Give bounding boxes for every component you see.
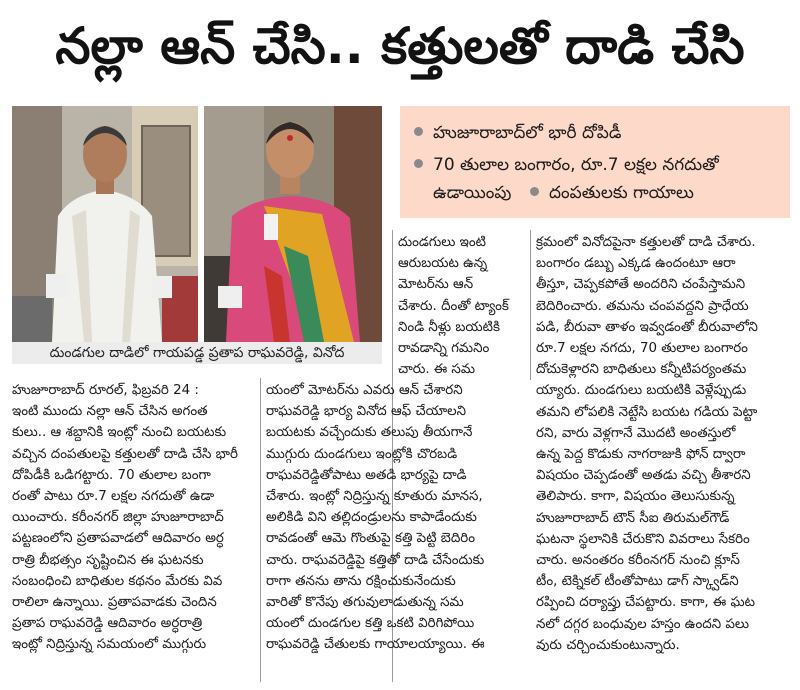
text-line: క్రమంలో వినోదపైనా కత్తులతో దాడి చేశారు. [536, 235, 756, 250]
text-line: తమని లోపలికి నెట్టేసి బయట గడియ పెట్టా [536, 404, 758, 420]
highlight-item-3 [530, 180, 694, 206]
text-line: కులు.. ఆ శబ్దానికి ఇంట్లో నుంచి బయటకు [12, 425, 227, 441]
text-line: చారు. రాఘవరెడ్డిపై కత్తితో దాడి చేసేందుకు [266, 552, 485, 568]
text-line: తీస్తూ, చెప్పకపోతే అందరిని చంపేస్తామని [536, 277, 746, 293]
photo-caption: దుండగుల దాడిలో గాయపడ్డ ప్రతాప రాఘవరెడ్డి, వినోద [12, 342, 382, 364]
text-line: రావడంతో ఆమె గొంతుపై కత్తి పెట్టి బెదిరిం [266, 531, 476, 547]
text-line: ప్రతాప రాఘవరెడ్డి ఆదివారం అర్ధరాత్రి [12, 616, 203, 632]
text-line: రూ.7 లక్షల నగదు, 70 తులాల బంగారం [536, 341, 748, 357]
text-line: ఉన్న పెద్ద కొడుకు నాగరాజుకి ఫోన్ ద్వారా [536, 447, 746, 463]
text-line: ముగ్గురు దుండగులు ఇంట్లోకి చొరబడి [266, 446, 458, 462]
text-line: దోచుకెళ్లారని బాధితులు కన్నీటిపర్యంతమ [536, 362, 747, 378]
text-line: మోటర్‌ను ఆన్ [398, 277, 474, 293]
text-line: యంలో దుండగుల కత్తి ఒకటి విరిగిపోయి [266, 616, 475, 632]
photo-woman-graphic [204, 106, 382, 342]
article-column-narrow [398, 232, 524, 380]
column-rule [260, 378, 261, 682]
text-line: పట్టణంలోని ప్రతాపవాడలో ఆదివారం అర్ధ [12, 531, 224, 547]
text-line: టీం, టెక్నికల్ టీంతోపాటు డాగ్ స్క్వాడ్‌ని [536, 574, 739, 590]
bullet-icon [414, 159, 423, 168]
text-line: బయటకు వచ్చేందుకు తలుపు తీయగానే [266, 425, 473, 441]
text-line: రావడాన్ని గమనిం [398, 341, 490, 357]
highlight-text-3: దంపతులకు గాయాలు [549, 183, 694, 203]
highlight-text-2: 70 తులాల బంగారం, రూ.7 లక్షల నగదుతో [433, 155, 719, 175]
text-line: విషయం చెప్పడంతో అతడు వచ్చి తీశారని [536, 468, 751, 484]
text-line: యంలో మోటర్‌ను ఎవరు ఆన్ చేశారని [266, 383, 463, 398]
article-column-center [266, 380, 485, 656]
text-line: చేశారు. ఇంట్లో నిద్రిస్తున్న కూతురు మానస, [266, 489, 483, 505]
text-line: చేశారు. దీంతో ట్యాంక్ [398, 298, 509, 314]
text-line: దోపిడీకి ఒడిగట్టారు. 70 తులాల బంగా [12, 467, 211, 483]
text-line: నిండి నీళ్లు బయటికి [398, 319, 500, 335]
text-line: యించారు. కరీంనగర్ జిల్లా హుజూరాబాద్ [12, 510, 224, 526]
text-line: రాఘవరెడ్డి చేతులకు గాయాలయ్యాయి. ఈ [266, 637, 485, 653]
text-line: సంబంధించి బాధితుల కథనం మేరకు వివ [12, 573, 223, 589]
highlight-box [400, 106, 790, 218]
text-line: రాగా తనను తాను రక్షించుకునేందుకు [266, 573, 456, 589]
text-line: ఇంటి ముందు నల్లా ఆన్ చేసిన అగంత [12, 404, 208, 420]
text-line: బెదిరించారు. తమను చంపవద్దని ప్రాధేయ [536, 298, 749, 314]
highlight-item-1 [414, 120, 621, 146]
text-line: చారు. ఈ సమ [398, 362, 475, 378]
text-line: రాఘవరెడ్డితోపాటు అతడి భార్యపై దాడి [266, 467, 467, 483]
text-line: వురు చర్చించుకుంటున్నారు. [536, 637, 680, 653]
text-line: రని, వారు వెళ్లగానే మొదటి అంతస్తులో [536, 425, 736, 441]
highlight-text-2-cont: ఉడాయింపు [433, 183, 512, 203]
text-line: రాఘవరెడ్డి భార్య వినోద ఆఫ్ చేయాలని [266, 404, 467, 420]
text-line: అలికిడి విని తల్లిదండ్రులను కాపాడేందుకు [266, 510, 477, 526]
text-line: ఘటనా స్థలానికి చేరుకొని వివరాలు సేకరిం [536, 531, 750, 547]
text-line: హుజూరాబాద్ టౌన్ సీఐ తిరుమల్‌గౌడ్ [536, 510, 730, 526]
text-line: ఆరుబయట ఉన్న [398, 256, 488, 272]
text-line: రాత్రి బీభత్సం సృష్టించిన ఈ ఘటనకు [12, 552, 204, 568]
highlight-item-2-cont [433, 180, 511, 206]
highlight-text-1: హుజూరాబాద్‌లో భారీ దోపిడీ [433, 123, 622, 143]
highlight-item-2 [414, 152, 719, 178]
photo-woman [204, 106, 382, 342]
text-line: వారితో కొనేపు తగువులాడుతున్న సమ [266, 595, 464, 611]
bullet-icon [414, 127, 423, 136]
text-line: తెలిపారు. కాగా, విషయం తెలుసుకున్న [536, 489, 735, 505]
text-line: పడి, బీరువా తాళం ఇవ్వడంతో బీరువాలోని [536, 319, 758, 335]
article-column-left [12, 380, 256, 656]
photo-man [12, 106, 198, 342]
headline: నల్లా ఆన్ చేసి.. కత్తులతో దాడి చేసి [55, 17, 745, 75]
column-rule [530, 230, 531, 380]
text-line: దుండగులు ఇంటి [398, 235, 486, 250]
text-line: నలో దగ్గర బంధువుల హస్తం ఉందని పలు [536, 616, 750, 632]
text-line: రప్పించి దర్యాప్తు చేపట్టారు. కాగా, ఈ ఘట [536, 595, 755, 611]
photo-man-graphic [12, 106, 198, 342]
bullet-icon [530, 187, 539, 196]
text-line: య్యారు. దుండగులు బయటికి వెళ్లేప్పుడు [536, 383, 747, 399]
article-column-right [536, 232, 790, 656]
text-line: బంగారం డబ్బు ఎక్కడ ఉందంటూ ఆరా [536, 256, 736, 272]
text-line: రంతో పాటు రూ.7 లక్షల నగదుతో ఉడా [12, 489, 215, 505]
text-line: వచ్చిన దంపతులపై కత్తులతో దాడి చేసి భారీ [12, 446, 238, 462]
text-line: రాలిలా ఉన్నాయి. ప్రతాపవాడకు చెందిన [12, 595, 217, 611]
text-line: చారు. అనంతరం కరీంనగర్ నుంచి క్లూస్ [536, 553, 740, 569]
dateline: హుజూరాబాద్ రూరల్, ఫిబ్రవరి 24 : [12, 383, 199, 398]
text-line: ఇంట్లో నిద్రిస్తున్న సమయంలో ముగ్గురు [12, 637, 207, 653]
